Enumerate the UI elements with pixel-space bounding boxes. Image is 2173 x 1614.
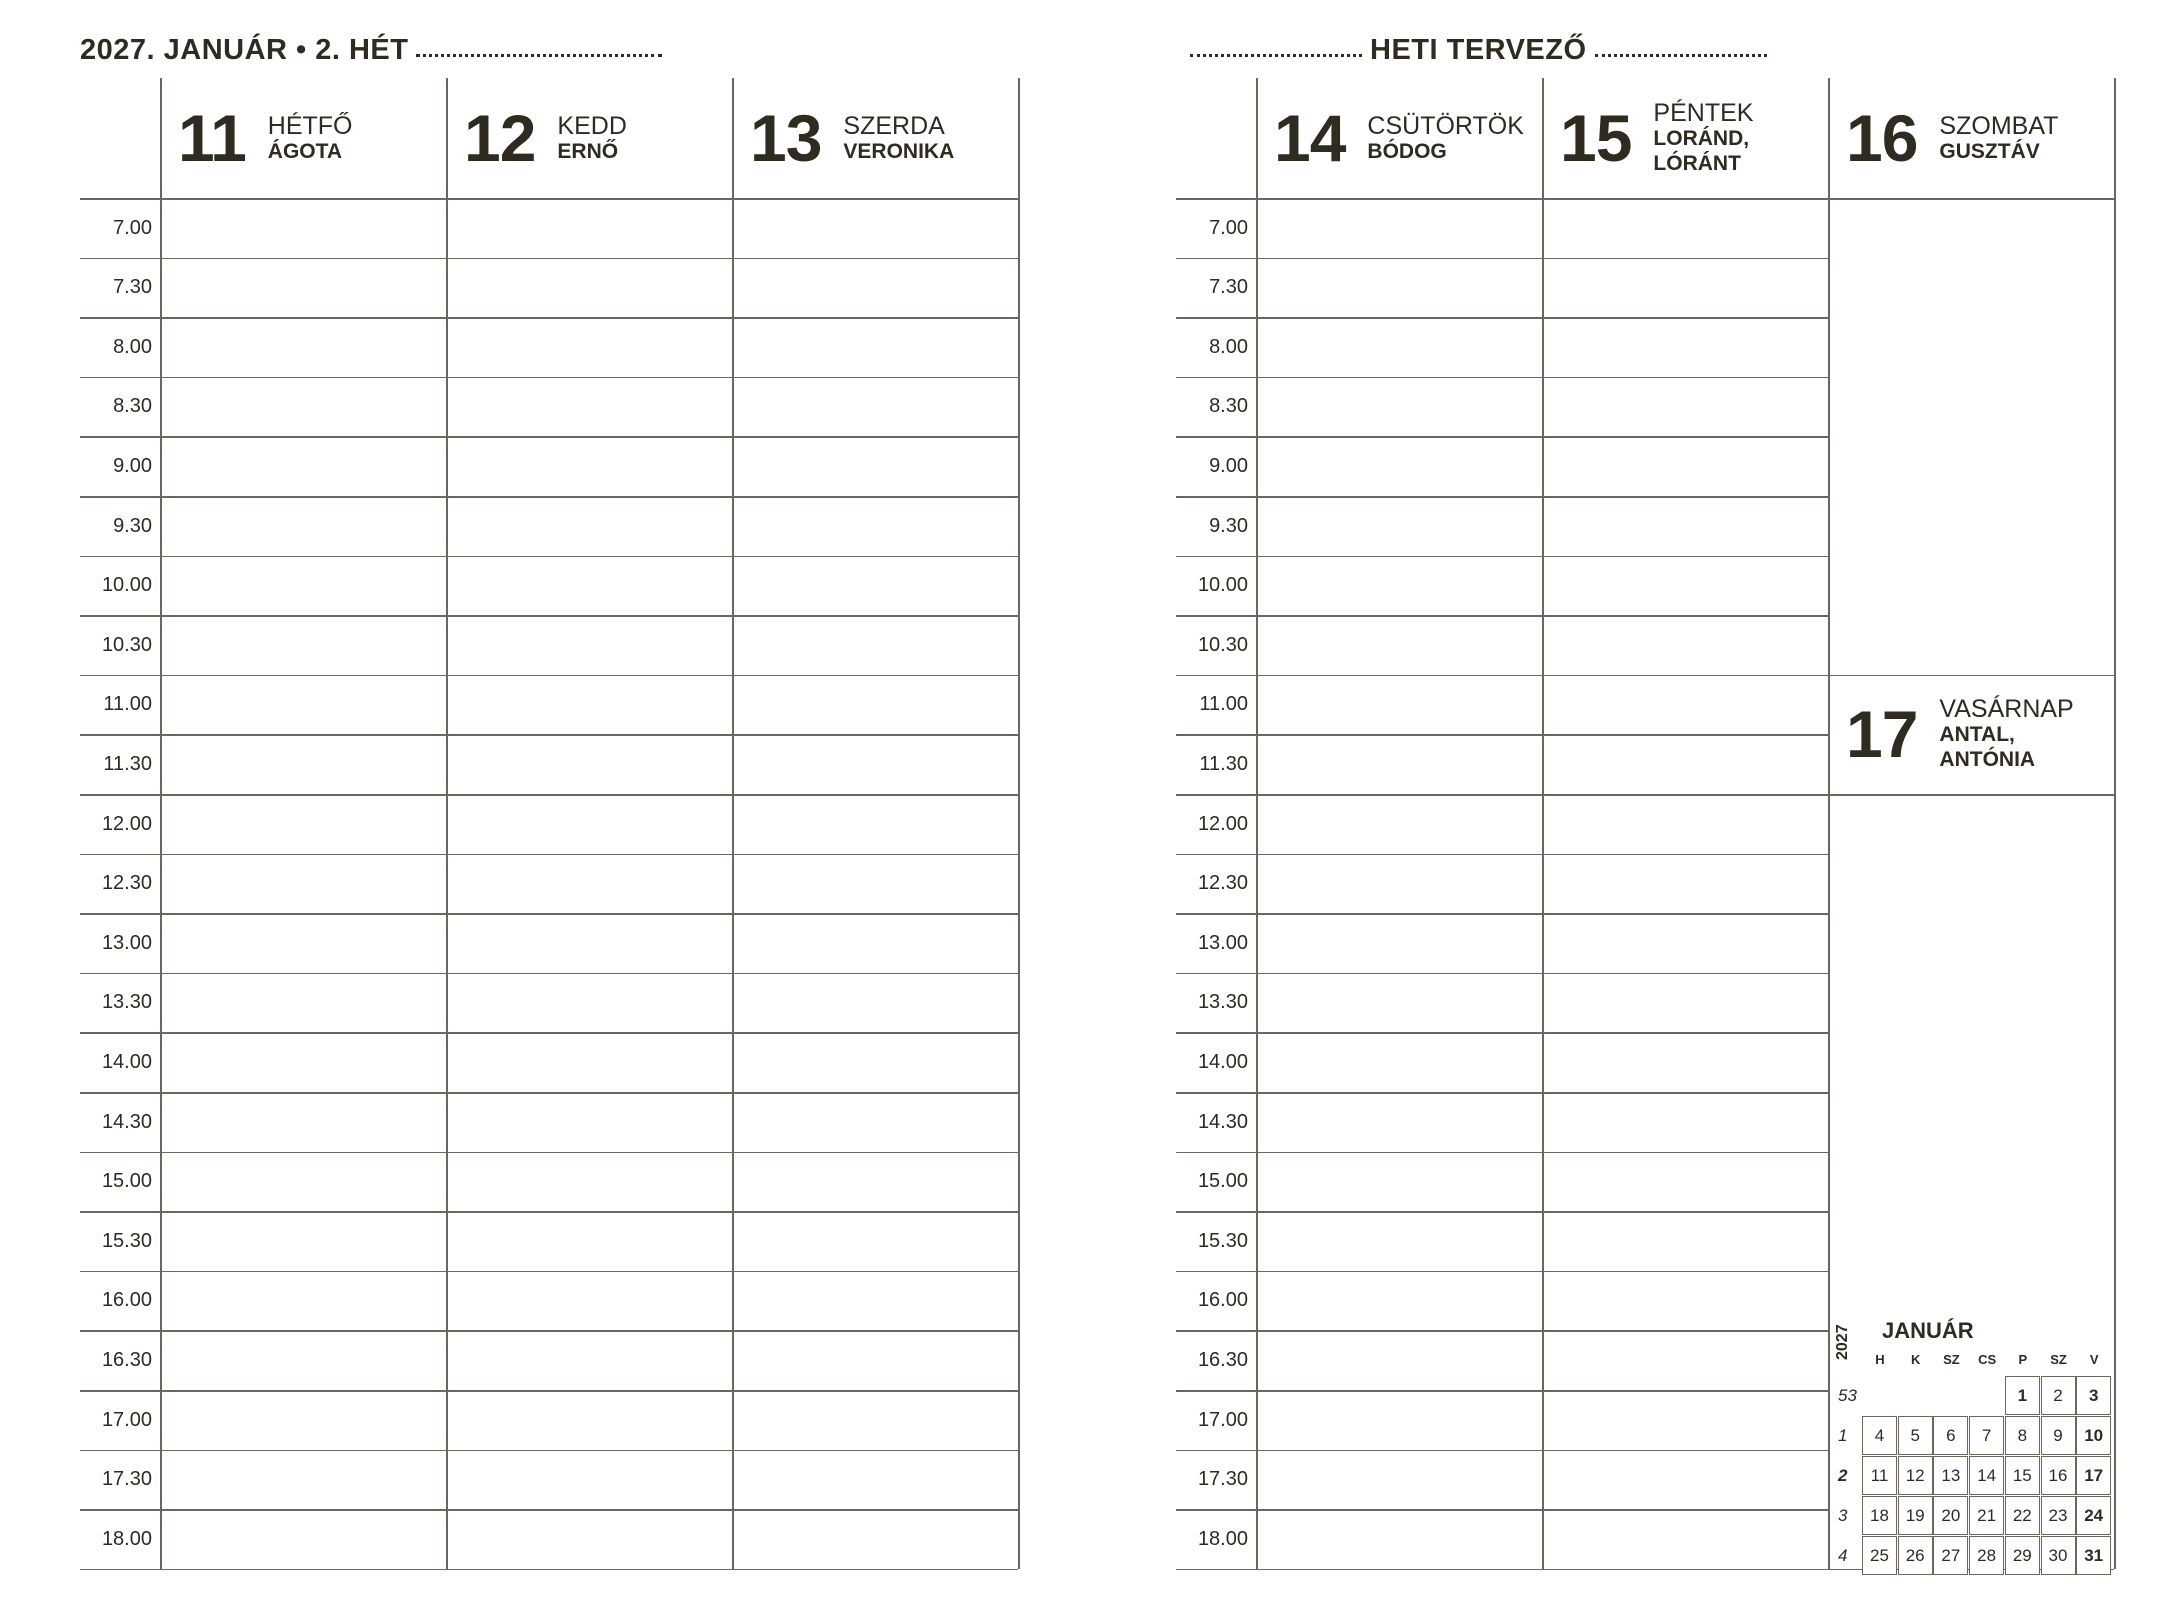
mini-calendar-weekday: V xyxy=(2089,1352,2099,1367)
grid-column-line xyxy=(1256,78,1258,1569)
grid-row-line xyxy=(80,854,1018,856)
grid-row-line xyxy=(80,317,1018,319)
time-label: 16.00 xyxy=(1197,1289,1248,1312)
grid-row-line xyxy=(1176,1152,1828,1154)
day-number: 12 xyxy=(464,101,536,175)
grid-row-line xyxy=(80,973,1018,975)
day-header xyxy=(464,78,732,198)
grid-row-line xyxy=(80,675,1018,677)
grid-column-line xyxy=(446,78,448,1569)
time-label: 12.00 xyxy=(1197,812,1248,835)
time-label: 17.30 xyxy=(1197,1468,1248,1491)
day-number: 17 xyxy=(1846,697,1918,772)
time-label: 15.30 xyxy=(1197,1229,1248,1252)
day-name: PÉNTEK xyxy=(1653,99,1754,127)
mini-calendar-day: 5 xyxy=(1898,1416,1933,1455)
time-label: 9.30 xyxy=(1209,514,1248,537)
day-number: 13 xyxy=(750,101,822,175)
grid-row-line xyxy=(80,258,1018,260)
grid-row-line xyxy=(1176,973,1828,975)
grid-row-line xyxy=(1176,854,1828,856)
mini-calendar-week-number: 4 xyxy=(1838,1546,1848,1565)
grid-row-line xyxy=(80,1569,1018,1571)
grid-row-line xyxy=(80,1330,1018,1332)
name-day: VERONIKA xyxy=(843,139,955,163)
time-label: 14.00 xyxy=(1197,1050,1248,1073)
time-label: 17.00 xyxy=(101,1408,152,1431)
time-label: 11.30 xyxy=(1199,752,1248,775)
time-label: 9.00 xyxy=(1209,454,1248,477)
day-name: CSÜTÖRTÖK xyxy=(1367,111,1524,140)
time-label: 17.30 xyxy=(101,1468,152,1491)
time-label: 11.00 xyxy=(1199,693,1248,716)
mini-calendar-week-number: 53 xyxy=(1838,1386,1857,1405)
grid-row-line xyxy=(1176,913,1828,915)
mini-calendar-day: 16 xyxy=(2041,1456,2076,1495)
mini-calendar-day: 2 xyxy=(2041,1376,2076,1415)
time-label: 13.00 xyxy=(101,931,152,954)
mini-calendar-day: 19 xyxy=(1898,1496,1933,1535)
grid-row-line xyxy=(1176,317,1828,319)
day-labels xyxy=(1367,113,1524,164)
grid-row-line xyxy=(1176,436,1828,438)
mini-calendar-weekday: SZ xyxy=(2050,1352,2067,1367)
time-label: 10.30 xyxy=(1197,633,1248,656)
right-page-header xyxy=(1190,30,1767,70)
time-label: 16.30 xyxy=(1197,1348,1248,1371)
grid-row-line xyxy=(1176,1032,1828,1034)
mini-calendar-day: 28 xyxy=(1969,1536,2004,1575)
mini-calendar-year: 2027 xyxy=(1834,1324,1851,1360)
grid-row-line xyxy=(1176,377,1828,379)
name-day: LORÁND, xyxy=(1653,127,1750,150)
grid-row-line xyxy=(1176,615,1828,617)
name-day: LÓRÁNT xyxy=(1653,152,1741,175)
time-label: 13.00 xyxy=(1197,931,1248,954)
grid-row-line xyxy=(1176,675,1828,677)
mini-calendar-day: 12 xyxy=(1898,1456,1933,1495)
time-label: 14.30 xyxy=(101,1110,152,1133)
grid-row-line xyxy=(1176,1390,1828,1392)
week-title: 2027. JANUÁR • 2. HÉT xyxy=(80,33,409,66)
day-name: SZERDA xyxy=(843,111,945,140)
time-label: 7.00 xyxy=(1209,216,1248,239)
mini-calendar-day: 30 xyxy=(2041,1536,2076,1575)
mini-calendar-day: 27 xyxy=(1933,1536,1968,1575)
day-labels xyxy=(1939,113,2058,164)
grid-row-line xyxy=(80,1211,1018,1213)
grid-row-line xyxy=(1176,258,1828,260)
mini-calendar-day: 22 xyxy=(2005,1496,2040,1535)
grid-row-line xyxy=(80,1509,1018,1511)
grid-row-line xyxy=(1176,496,1828,498)
grid-row-line xyxy=(80,496,1018,498)
mini-calendar-day: 17 xyxy=(2076,1456,2111,1495)
grid-row-line xyxy=(80,794,1018,796)
name-day: GUSZTÁV xyxy=(1939,139,2040,163)
name-day: ERNŐ xyxy=(557,139,619,163)
time-label: 15.00 xyxy=(101,1170,152,1193)
mini-calendar-weekday: SZ xyxy=(1943,1352,1960,1367)
planner-title: HETI TERVEZŐ xyxy=(1370,33,1587,66)
grid-row-line xyxy=(80,198,1018,200)
grid-row-line xyxy=(1176,794,1828,796)
mini-calendar-weekday: P xyxy=(2018,1352,2028,1367)
mini-calendar-day: 14 xyxy=(1969,1456,2004,1495)
name-day: BÓDOG xyxy=(1367,139,1447,163)
grid-column-line xyxy=(1018,78,1020,1569)
mini-calendar-day: 18 xyxy=(1862,1496,1897,1535)
time-label: 7.30 xyxy=(1209,276,1248,299)
grid-row-line xyxy=(1176,1092,1828,1094)
day-number: 14 xyxy=(1274,101,1346,175)
mini-calendar-day: 24 xyxy=(2076,1496,2111,1535)
day-number: 11 xyxy=(178,101,246,175)
grid-row-line xyxy=(80,436,1018,438)
mini-calendar-week-number: 1 xyxy=(1838,1426,1848,1445)
grid-column-line xyxy=(1828,78,1830,1569)
day-name: HÉTFŐ xyxy=(267,111,353,140)
time-label: 12.30 xyxy=(1197,872,1248,895)
grid-column-line xyxy=(732,78,734,1569)
time-label: 9.00 xyxy=(113,454,152,477)
grid-row-line xyxy=(1176,1211,1828,1213)
mini-calendar-day: 7 xyxy=(1969,1416,2004,1455)
day-name: KEDD xyxy=(557,111,627,140)
day-labels xyxy=(1653,100,1753,176)
day-labels xyxy=(843,113,954,164)
time-label: 11.30 xyxy=(103,752,152,775)
mini-calendar-day: 10 xyxy=(2076,1416,2111,1455)
mini-calendar-weekday: CS xyxy=(1978,1352,1997,1367)
grid-row-line xyxy=(1176,1509,1828,1511)
time-label: 13.30 xyxy=(101,991,152,1014)
day-header xyxy=(178,78,446,198)
time-label: 14.30 xyxy=(1197,1110,1248,1133)
time-label: 15.00 xyxy=(1197,1170,1248,1193)
mini-calendar-week-number: 2 xyxy=(1838,1466,1848,1485)
mini-calendar-week-number: 3 xyxy=(1838,1506,1848,1525)
time-label: 15.30 xyxy=(101,1229,152,1252)
time-label: 12.30 xyxy=(101,872,152,895)
left-page-header xyxy=(80,30,662,70)
grid-row-line xyxy=(80,1450,1018,1452)
day-header xyxy=(750,78,1018,198)
grid-row-line xyxy=(80,734,1018,736)
time-label: 7.30 xyxy=(113,276,152,299)
mini-calendar-day: 26 xyxy=(1898,1536,1933,1575)
day-header xyxy=(1846,675,2114,794)
mini-calendar-day: 3 xyxy=(2076,1376,2111,1415)
grid-column-line xyxy=(2114,78,2116,1569)
time-label: 16.00 xyxy=(101,1289,152,1312)
weekend-line xyxy=(1828,198,2114,200)
time-label: 11.00 xyxy=(103,693,152,716)
header-dotted-rule xyxy=(1190,54,1362,57)
time-label: 17.00 xyxy=(1197,1408,1248,1431)
grid-row-line xyxy=(1176,1569,1828,1571)
time-label: 8.00 xyxy=(113,335,152,358)
day-number: 15 xyxy=(1560,101,1632,175)
mini-calendar-day: 29 xyxy=(2005,1536,2040,1575)
day-labels xyxy=(268,113,353,164)
day-name: VASÁRNAP xyxy=(1939,695,2074,724)
day-header xyxy=(1560,78,1828,198)
name-day: ÁGOTA xyxy=(267,139,343,163)
time-label: 13.30 xyxy=(1197,991,1248,1014)
grid-row-line xyxy=(1176,1330,1828,1332)
header-dotted-rule xyxy=(416,54,662,57)
mini-calendar-day: 1 xyxy=(2005,1376,2040,1415)
day-number: 16 xyxy=(1846,101,1918,175)
mini-calendar-day: 25 xyxy=(1862,1536,1897,1575)
mini-calendar-day: 8 xyxy=(2005,1416,2040,1455)
time-label: 18.00 xyxy=(1197,1527,1248,1550)
mini-calendar-day: 20 xyxy=(1933,1496,1968,1535)
grid-row-line xyxy=(80,1152,1018,1154)
grid-row-line xyxy=(80,913,1018,915)
weekend-line xyxy=(1828,794,2114,796)
mini-calendar-weekday: H xyxy=(1875,1352,1885,1367)
grid-row-line xyxy=(1176,734,1828,736)
grid-row-line xyxy=(80,377,1018,379)
mini-calendar-day: 6 xyxy=(1933,1416,1968,1455)
mini-calendar-day: 21 xyxy=(1969,1496,2004,1535)
time-label: 16.30 xyxy=(101,1348,152,1371)
grid-column-line xyxy=(160,78,162,1569)
mini-calendar-day: 15 xyxy=(2005,1456,2040,1495)
mini-calendar-day: 9 xyxy=(2041,1416,2076,1455)
time-label: 8.00 xyxy=(1209,335,1248,358)
day-header xyxy=(1274,78,1542,198)
grid-column-line xyxy=(1542,78,1544,1569)
header-dotted-rule xyxy=(1595,54,1767,57)
mini-calendar-day: 11 xyxy=(1862,1456,1897,1495)
day-header xyxy=(1846,78,2114,198)
mini-calendar-day: 4 xyxy=(1862,1416,1897,1455)
time-label: 10.00 xyxy=(1197,574,1248,597)
grid-row-line xyxy=(80,1390,1018,1392)
grid-row-line xyxy=(80,1271,1018,1273)
grid-row-line xyxy=(1176,556,1828,558)
time-label: 8.30 xyxy=(113,395,152,418)
name-day: ANTÓNIA xyxy=(1939,748,2036,772)
time-label: 10.00 xyxy=(101,574,152,597)
time-label: 12.00 xyxy=(101,812,152,835)
day-labels xyxy=(1939,696,2073,772)
day-labels xyxy=(557,113,626,164)
grid-row-line xyxy=(80,615,1018,617)
day-name: SZOMBAT xyxy=(1939,111,2059,140)
grid-row-line xyxy=(80,556,1018,558)
mini-calendar-month: JANUÁR xyxy=(1882,1318,1974,1343)
grid-row-line xyxy=(1176,1271,1828,1273)
grid-row-line xyxy=(80,1092,1018,1094)
mini-calendar-weekday: K xyxy=(1910,1352,1921,1367)
mini-calendar-day: 31 xyxy=(2076,1536,2111,1575)
grid-row-line xyxy=(80,1032,1018,1034)
time-label: 18.00 xyxy=(101,1527,152,1550)
name-day: ANTAL, xyxy=(1939,723,2015,747)
time-label: 7.00 xyxy=(113,216,152,239)
time-label: 14.00 xyxy=(101,1050,152,1073)
time-label: 9.30 xyxy=(113,514,152,537)
mini-calendar-day: 13 xyxy=(1933,1456,1968,1495)
mini-calendar-day: 23 xyxy=(2041,1496,2076,1535)
grid-row-line xyxy=(1176,198,1828,200)
time-label: 10.30 xyxy=(101,633,152,656)
time-label: 8.30 xyxy=(1209,395,1248,418)
grid-row-line xyxy=(1176,1450,1828,1452)
